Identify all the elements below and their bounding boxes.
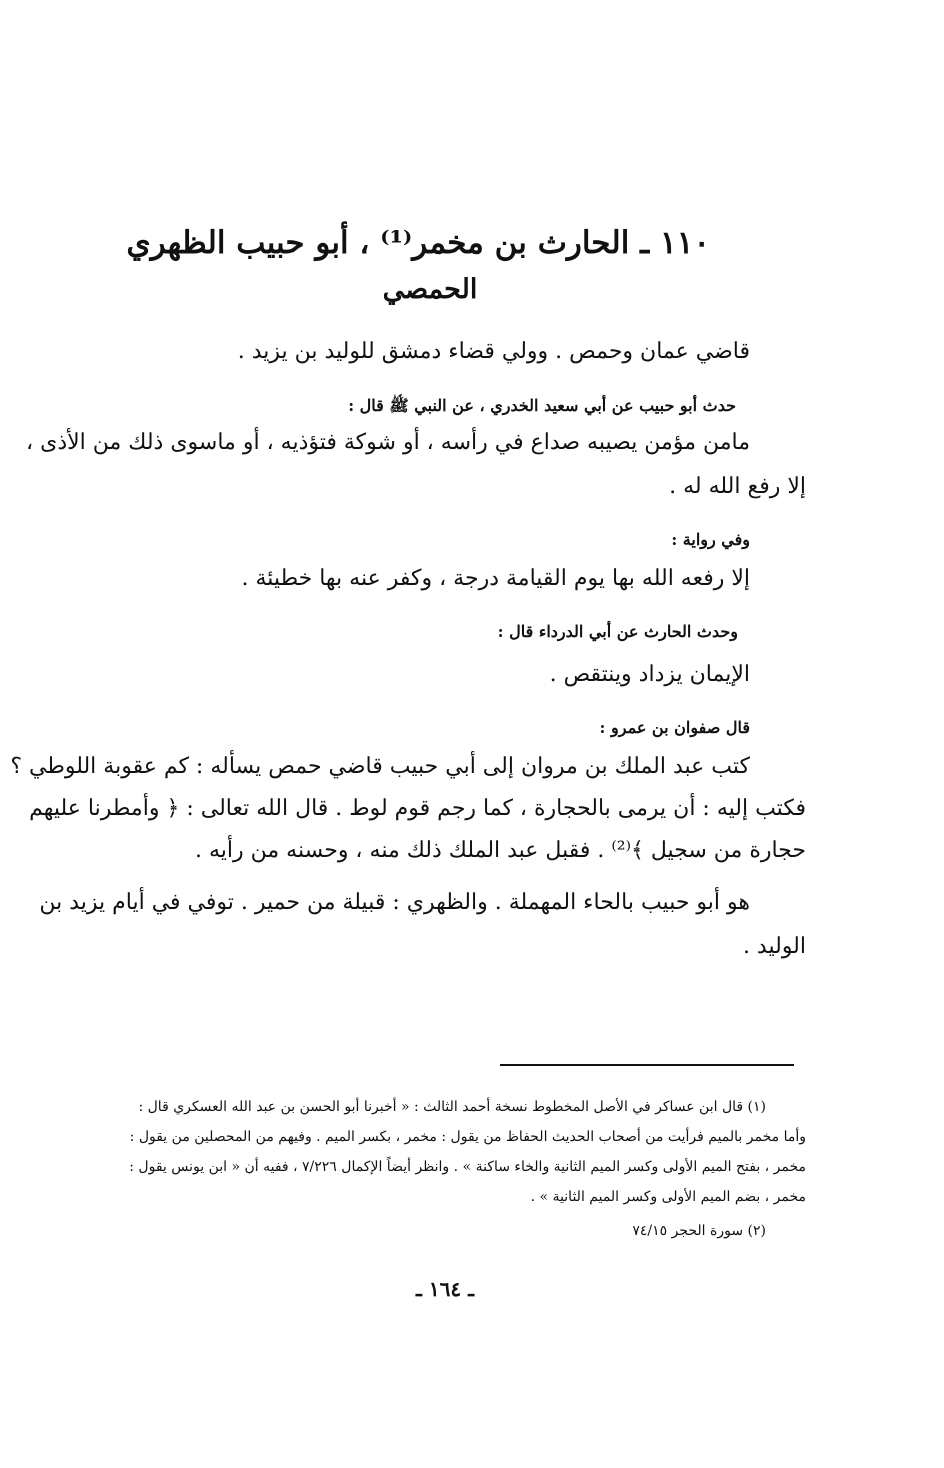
hadith1-line1: مامن مؤمن يصيبه صداع في رأسه ، أو شوكة فتؤذيه ، أو ماسوى ذلك من الأذى ، <box>26 430 750 455</box>
riwaya-text: إلا رفعه الله بها يوم القيامة درجة ، وكفر عنه بها خطيئة . <box>241 566 750 591</box>
hadith1-heading: حدث أبو حبيب عن أبي سعيد الخدري ، عن النبي ﷺ قال : <box>348 396 736 415</box>
footnote-1-line2: وأما مخمر بالميم فرأيت من أصحاب الحديث الحفاظ من يقول : مخمر ، بكسر الميم . وفيهم من المحصلين من يقول : <box>129 1129 806 1145</box>
note-line2: الوليد . <box>742 934 806 959</box>
page-number: ـ ١٦٤ ـ <box>416 1277 474 1301</box>
footnote-separator <box>500 1064 794 1066</box>
entry-subtitle: الحمصي <box>382 274 478 305</box>
entry-title: ١١٠ ـ الحارث بن مخمر⁽¹⁾ ، أبو حبيب الظهري <box>126 225 710 261</box>
safwan-line3: حجارة من سجيل ﴾⁽²⁾ . فقبل عبد الملك ذلك منه ، وحسنه من رأيه . <box>195 838 806 863</box>
safwan-heading: قال صفوان بن عمرو : <box>599 718 750 737</box>
hadith1-line2: إلا رفع الله له . <box>669 474 806 499</box>
intro-line: قاضي عمان وحمص . وولي قضاء دمشق للوليد بن يزيد . <box>237 339 750 364</box>
riwaya-heading: وفي رواية : <box>671 530 750 549</box>
hadith2-heading: وحدث الحارث عن أبي الدرداء قال : <box>497 622 738 641</box>
safwan-line2: فكتب إليه : أن يرمى بالحجارة ، كما رجم قوم لوط . قال الله تعالى : ﴿ وأمطرنا عليهم <box>29 796 806 821</box>
safwan-line1: كتب عبد الملك بن مروان إلى أبي حبيب قاضي حمص يسأله : كم عقوبة اللوطي ؟ <box>10 754 750 779</box>
footnote-1-line4: مخمر ، بضم الميم الأولى وكسر الميم الثانية » . <box>530 1189 806 1205</box>
hadith2-text: الإيمان يزداد وينتقص . <box>549 662 750 687</box>
footnote-1-line1: (١) قال ابن عساكر في الأصل المخطوط نسخة أحمد الثالث : « أخبرنا أبو الحسن بن عبد الله العسكري قال : <box>138 1099 766 1115</box>
footnote-2-line1: (٢) سورة الحجر ٧٤/١٥ <box>632 1223 766 1239</box>
note-line1: هو أبو حبيب بالحاء المهملة . والظهري : قبيلة من حمير . توفي في أيام يزيد بن <box>39 890 750 915</box>
footnote-1-line3: مخمر ، بفتح الميم الأولى وكسر الميم الثانية والخاء ساكنة » . وانظر أيضاً الإكمال ٧/٢٢٦ ، ففيه أن « ابن يونس يقول : <box>129 1159 806 1175</box>
